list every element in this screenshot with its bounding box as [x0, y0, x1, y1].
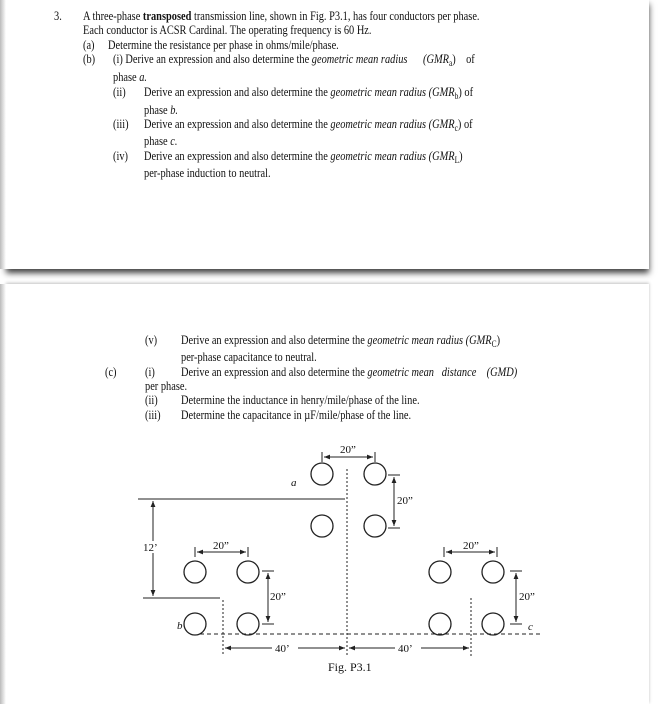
dim-b-v-label: 20”	[270, 591, 286, 603]
part-b-ii-label: (ii)	[113, 85, 126, 99]
part-b-v-line2: per-phase capacitance to neutral.	[181, 350, 317, 364]
conductor-c4	[482, 613, 504, 635]
part-b-iii-label: (iii)	[113, 117, 129, 131]
part-c-ii-label: (ii)	[145, 393, 158, 407]
part-b-iv-label: (iv)	[113, 149, 128, 163]
part-b-i-line2: phase a.	[113, 70, 148, 84]
part-b-iv-line2: per-phase induction to neutral.	[144, 166, 271, 180]
part-c-iii-label: (iii)	[145, 408, 161, 422]
conductor-b4	[237, 613, 259, 635]
part-b-iv-text: Derive an expression and also determine the geometric mean radius $(GMR_L)$	[144, 149, 463, 165]
phase-c-label: c	[528, 621, 533, 633]
conductor-a2	[364, 463, 386, 485]
part-b-ii-line2: phase b.	[144, 103, 179, 117]
conductor-b2	[237, 561, 259, 583]
conductor-c3	[429, 613, 451, 635]
figure-caption: Fig. P3.1	[328, 660, 372, 674]
phase-a-label: a	[291, 477, 297, 489]
part-c-i-line2: per phase.	[145, 379, 188, 393]
dimension-lines	[138, 452, 540, 656]
part-c-i-text: Derive an expression and also determine the geometric mean distance (GMD)	[181, 365, 518, 379]
part-a-label: (a)	[83, 38, 95, 52]
part-b-label: (b)	[83, 52, 96, 66]
part-a-text: Determine the resistance per phase in ohms/mile/phase.	[108, 38, 339, 52]
part-b-i-text: (i) Derive an expression and also determine the geometric mean radius $(GMR_a)$ of	[113, 52, 475, 68]
conductors	[184, 463, 504, 635]
distance-label-left: 40’	[275, 643, 290, 655]
part-c-ii-text: Determine the inductance in henry/mile/phase of the line.	[181, 393, 420, 407]
part-b-ii-text: Derive an expression and also determine the geometric mean radius $(GMR_b)$ of	[144, 85, 474, 101]
dim-a-h-label: 20”	[340, 444, 356, 456]
distance-label-right: 40’	[398, 643, 413, 655]
conductor-a4	[364, 515, 386, 537]
part-c-label: (c)	[105, 365, 117, 379]
dim-b-h-label: 20”	[213, 540, 229, 552]
part-b-v-text: Derive an expression and also determine the geometric mean radius $(GMR_C)$	[181, 333, 501, 349]
height-label: 12’	[143, 542, 158, 554]
dim-a-v-label: 20”	[397, 495, 413, 507]
conductor-b3	[184, 613, 206, 635]
intro-line-2: Each conductor is ACSR Cardinal. The operating frequency is 60 Hz.	[83, 23, 372, 37]
part-b-iii-line2: phase c.	[144, 134, 178, 148]
part-b-v-label: (v)	[145, 333, 158, 347]
dim-c-h-label: 20”	[463, 540, 479, 552]
conductor-b1	[184, 561, 206, 583]
part-b-iii-text: Derive an expression and also determine the geometric mean radius $(GMR_c)$ of	[144, 117, 473, 133]
dim-c-v-label: 20”	[519, 591, 535, 603]
conductor-c2	[482, 561, 504, 583]
phase-b-label: b	[177, 620, 183, 632]
conductor-a3	[311, 515, 333, 537]
part-c-iii-text: Determine the capacitance in µF/mile/phase of the line.	[181, 408, 412, 422]
conductor-c1	[429, 561, 451, 583]
problem-number: 3.	[54, 9, 62, 23]
conductor-a1	[311, 463, 333, 485]
intro-line-1: A three-phase transposed transmission line, shown in Fig. P3.1, has four conductors per phase.	[83, 9, 480, 23]
part-c-i-label: (i)	[145, 365, 155, 379]
